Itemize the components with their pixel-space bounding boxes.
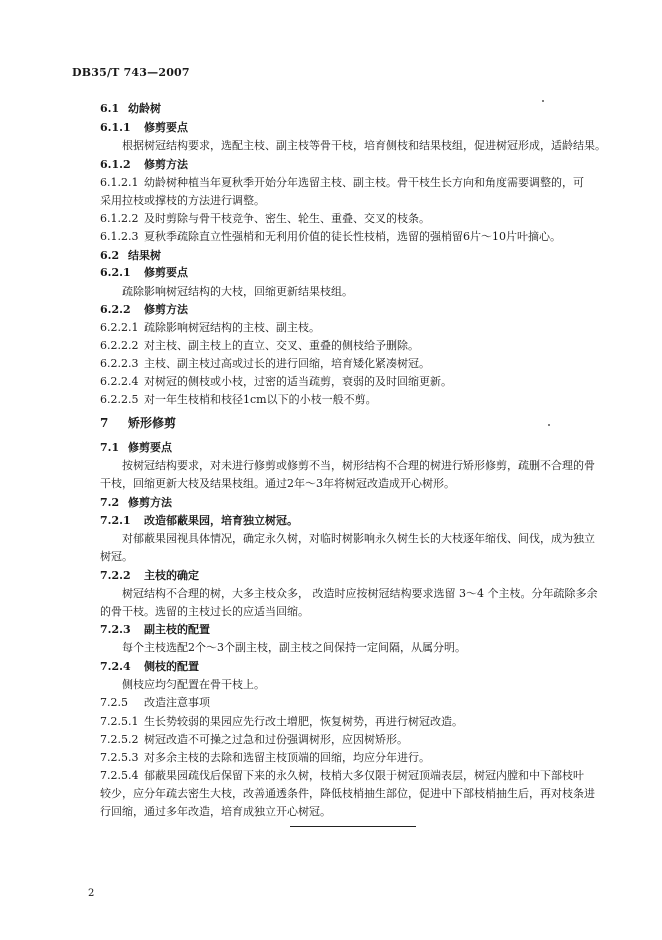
text-line xyxy=(122,531,622,546)
text-line xyxy=(100,568,622,583)
clause-text: 树冠改造不可操之过急和过份强调树形，应因树矫形。 xyxy=(144,733,408,746)
clause-number: 7.1 xyxy=(100,441,120,454)
clause-number: 7.2.5.3 xyxy=(100,751,139,764)
clause-number: 6.2.2 xyxy=(100,303,131,316)
clause-heading: 矫形修剪 xyxy=(128,416,177,430)
clause-text: 行回缩，通过多年改造，培育成独立开心树冠。 xyxy=(100,805,331,818)
clause-number: 6.1.2.3 xyxy=(100,230,139,243)
text-line xyxy=(100,211,622,226)
clause-number: 7.2.5.2 xyxy=(100,733,139,746)
text-line xyxy=(122,458,622,473)
clause-text: 夏秋季疏除直立性强梢和无利用价值的徒长性枝梢，选留的强梢留6片～10片叶摘心。 xyxy=(144,230,561,243)
clause-heading: 修剪要点 xyxy=(144,121,188,134)
text-line xyxy=(122,640,622,655)
clause-number: 6.2 xyxy=(100,249,120,262)
clause-text: 采用拉枝或撑枝的方法进行调整。 xyxy=(100,194,265,207)
clause-text: 树冠结构不合理的树，大多主枝众多， 改造时应按树冠结构要求选留 3～4 个主枝。分年疏除多余 xyxy=(122,587,598,600)
clause-text: 生长势较弱的果园应先行改土增肥，恢复树势，再进行树冠改造。 xyxy=(144,715,463,728)
clause-number: 6.2.1 xyxy=(100,266,131,279)
text-line xyxy=(100,768,622,783)
text-line xyxy=(100,513,622,528)
clause-text: 较少，应分年疏去密生大枝，改善通透条件，降低枝梢抽生部位，促进中下部枝梢抽生后，再对枝条进 xyxy=(100,787,595,800)
clause-number: 6.1 xyxy=(100,102,120,115)
text-line xyxy=(100,416,622,431)
clause-number: 7.2.4 xyxy=(100,660,131,673)
text-line xyxy=(100,549,622,564)
clause-text: 幼龄树种植当年夏秋季开始分年选留主枝、副主枝。骨干枝生长方向和角度需要调整的，可 xyxy=(144,176,584,189)
text-line xyxy=(100,440,622,455)
text-line xyxy=(100,732,622,747)
text-line xyxy=(100,338,622,353)
clause-number: 6.1.2.2 xyxy=(100,212,139,225)
clause-number: 6.2.2.2 xyxy=(100,339,139,352)
clause-text: 树冠。 xyxy=(100,550,133,563)
clause-number: 7.2.3 xyxy=(100,623,131,636)
text-line xyxy=(100,193,622,208)
text-line xyxy=(100,265,622,280)
text-line xyxy=(100,804,622,819)
clause-heading: 修剪方法 xyxy=(144,303,188,316)
clause-number: 7.2.1 xyxy=(100,514,131,527)
text-line xyxy=(100,374,622,389)
clause-heading: 修剪方法 xyxy=(128,496,172,509)
clause-number: 7 xyxy=(100,416,109,430)
text-line xyxy=(122,677,622,692)
clause-heading: 改造郁蔽果园，培育独立树冠。 xyxy=(144,514,298,527)
text-line xyxy=(100,750,622,765)
clause-text: 对树冠的侧枝或小枝，过密的适当疏剪，衰弱的及时回缩更新。 xyxy=(144,375,452,388)
text-line xyxy=(100,175,622,190)
text-line xyxy=(100,714,622,729)
clause-number: 6.2.2.3 xyxy=(100,357,139,370)
clause-text: 侧枝应均匀配置在骨干枝上。 xyxy=(122,678,265,691)
clause-heading: 修剪方法 xyxy=(144,158,188,171)
clause-text: 干枝，回缩更新大枝及结果枝组。通过2年～3年将树冠改造成开心树形。 xyxy=(100,477,455,490)
clause-number: 6.1.2.1 xyxy=(100,176,139,189)
clause-number: 6.2.2.1 xyxy=(100,321,139,334)
text-line xyxy=(100,659,622,674)
clause-heading: 修剪要点 xyxy=(144,266,188,279)
clause-heading: 侧枝的配置 xyxy=(144,660,199,673)
text-line xyxy=(100,786,622,801)
clause-number: 7.2.5 xyxy=(100,696,128,709)
text-line xyxy=(100,157,622,172)
clause-number: 6.2.2.4 xyxy=(100,375,139,388)
scan-speck xyxy=(542,100,544,102)
text-line xyxy=(122,586,622,601)
clause-text: 的骨干枝。选留的主枝过长的应适当回缩。 xyxy=(100,605,309,618)
clause-heading: 幼龄树 xyxy=(128,102,161,115)
standard-code-header: DB35/T 743—2007 xyxy=(72,66,190,79)
clause-number: 7.2.5.1 xyxy=(100,715,139,728)
scan-speck xyxy=(548,424,550,426)
clause-text: 对一年生枝梢和枝径1cm以下的小枝一般不剪。 xyxy=(144,393,377,406)
clause-text: 疏除影响树冠结构的主枝、副主枝。 xyxy=(144,321,320,334)
text-line xyxy=(122,138,622,153)
clause-text: 对主枝、副主枝上的直立、交叉、重叠的侧枝给予删除。 xyxy=(144,339,419,352)
clause-text: 根据树冠结构要求，选配主枝、副主枝等骨干枝，培育侧枝和结果枝组，促进树冠形成，适龄结果。 xyxy=(122,139,606,152)
clause-heading: 主枝的确定 xyxy=(144,569,199,582)
clause-text: 及时剪除与骨干枝竞争、密生、轮生、重叠、交叉的枝条。 xyxy=(144,212,430,225)
text-line xyxy=(100,392,622,407)
text-line xyxy=(100,622,622,637)
clause-text: 改造注意事项 xyxy=(144,696,210,709)
text-line xyxy=(100,495,622,510)
clause-text: 对郁蔽果园视具体情况，确定永久树，对临时树影响永久树生长的大枝逐年缩伐、间伐，成为独立 xyxy=(122,532,595,545)
clause-number: 6.2.2.5 xyxy=(100,393,139,406)
clause-number: 7.2 xyxy=(100,496,120,509)
clause-number: 7.2.2 xyxy=(100,569,131,582)
text-line xyxy=(100,120,622,135)
text-line xyxy=(100,356,622,371)
clause-number: 6.1.1 xyxy=(100,121,131,134)
text-line xyxy=(100,248,622,263)
text-line xyxy=(100,101,622,116)
text-line xyxy=(100,320,622,335)
clause-text: 主枝、副主枝过高或过长的进行回缩，培育矮化紧凑树冠。 xyxy=(144,357,430,370)
clause-text: 疏除影响树冠结构的大枝，回缩更新结果枝组。 xyxy=(122,285,353,298)
text-line xyxy=(100,476,622,491)
text-line xyxy=(100,604,622,619)
page-number: 2 xyxy=(88,888,95,899)
clause-heading: 修剪要点 xyxy=(128,441,172,454)
text-line xyxy=(100,229,622,244)
clause-text: 对多余主枝的去除和选留主枝顶端的回缩，均应分年进行。 xyxy=(144,751,430,764)
clause-heading: 副主枝的配置 xyxy=(144,623,210,636)
clause-heading: 结果树 xyxy=(128,249,161,262)
clause-text: 每个主枝选配2个～3个副主枝，副主枝之间保持一定间隔，从属分明。 xyxy=(122,641,466,654)
text-line xyxy=(100,302,622,317)
clause-text: 郁蔽果园疏伐后保留下来的永久树，枝梢大多仅限于树冠顶端表层，树冠内膛和中下部枝叶 xyxy=(144,769,584,782)
clause-number: 6.1.2 xyxy=(100,158,131,171)
text-line xyxy=(122,284,622,299)
clause-number: 7.2.5.4 xyxy=(100,769,139,782)
end-rule xyxy=(290,826,416,827)
clause-text: 按树冠结构要求，对未进行修剪或修剪不当，树形结构不合理的树进行矫形修剪，疏删不合理的骨 xyxy=(122,459,595,472)
text-line xyxy=(100,695,622,710)
